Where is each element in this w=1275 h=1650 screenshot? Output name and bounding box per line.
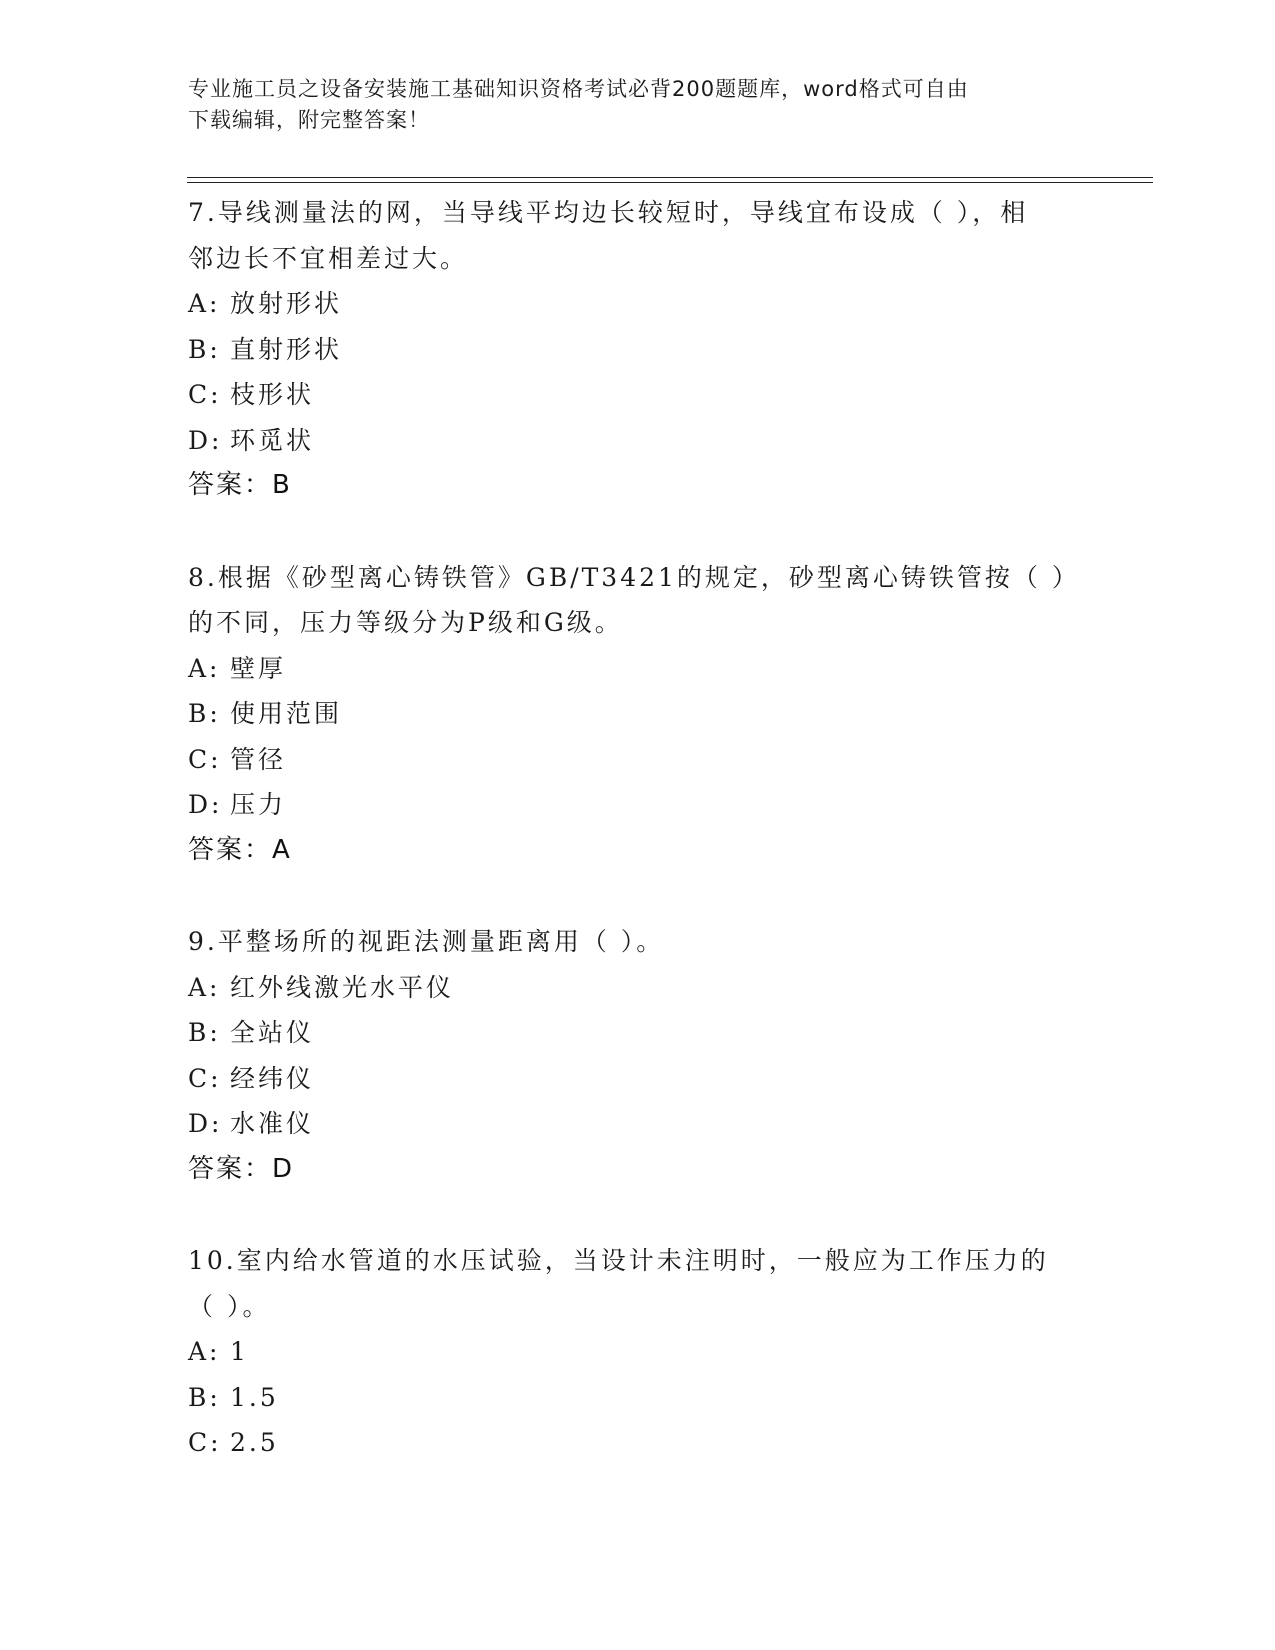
option-text: 红外线激光水平仪 xyxy=(230,972,455,1002)
question-stem xyxy=(188,919,1088,965)
option-letter: B: xyxy=(188,699,221,728)
option-letter: C: xyxy=(188,744,222,774)
question-stem xyxy=(188,555,1088,646)
option-d xyxy=(188,1101,1088,1147)
stem-line: 邻边长不宜相差过大。 xyxy=(188,243,469,273)
question-9 xyxy=(188,919,1088,1192)
option-d xyxy=(188,418,1088,464)
stem-line: 的不同，压力等级分为P级和G级。 xyxy=(188,608,623,637)
option-text: 全站仪 xyxy=(230,1018,315,1047)
option-letter: B: xyxy=(188,334,221,364)
stem-line: 9.平整场所的视距法测量距离用（ ）。 xyxy=(188,927,665,956)
option-c xyxy=(188,1420,1088,1466)
option-a xyxy=(188,646,1088,692)
stem-line: 10.室内给水管道的水压试验，当设计未注明时，一般应为工作压力的 xyxy=(188,1246,1049,1275)
stem-line: 7.导线测量法的网，当导线平均边长较短时，导线宜布设成（ ），相 xyxy=(188,198,1029,227)
option-a xyxy=(188,965,1088,1011)
header-line-1: 专业施工员之设备安装施工基础知识资格考试必背200题题库，word格式可自由 xyxy=(188,77,969,101)
header-line-2: 下载编辑，附完整答案！ xyxy=(188,108,430,132)
option-text: 使用范围 xyxy=(230,699,343,728)
answer-line: 答案：B xyxy=(188,470,292,500)
option-letter: D: xyxy=(188,790,223,819)
option-c xyxy=(188,1056,1088,1102)
option-text: 经纬仪 xyxy=(230,1063,315,1093)
option-b xyxy=(188,1010,1088,1056)
option-c xyxy=(188,737,1088,783)
answer-line: 答案：D xyxy=(188,1153,295,1184)
option-text: 1.5 xyxy=(230,1382,279,1412)
answer-line: 答案：A xyxy=(188,834,292,865)
option-b xyxy=(188,327,1088,373)
option-text: 2.5 xyxy=(230,1428,279,1457)
option-text: 壁厚 xyxy=(230,653,287,683)
question-8 xyxy=(188,555,1088,874)
option-letter: A: xyxy=(188,1337,221,1366)
option-letter: C: xyxy=(188,380,222,409)
option-b xyxy=(188,691,1088,737)
option-d xyxy=(188,782,1088,828)
header-divider-bottom xyxy=(187,182,1153,183)
document-header xyxy=(188,74,1088,136)
option-text: 放射形状 xyxy=(230,289,343,318)
header-divider-top xyxy=(187,177,1153,178)
question-10 xyxy=(188,1238,1088,1466)
option-a xyxy=(188,1329,1088,1375)
option-letter: D: xyxy=(188,1109,223,1138)
question-stem xyxy=(188,190,1088,281)
option-text: 管径 xyxy=(230,744,287,774)
option-letter: C: xyxy=(188,1063,222,1093)
option-b xyxy=(188,1375,1088,1421)
option-letter: B: xyxy=(188,1382,221,1412)
option-letter: A: xyxy=(188,972,221,1002)
question-list xyxy=(188,190,1088,1466)
stem-line: （ ）。 xyxy=(188,1291,271,1321)
question-7 xyxy=(188,190,1088,509)
option-letter: C: xyxy=(188,1428,222,1457)
option-text: 枝形状 xyxy=(230,380,315,409)
option-letter: B: xyxy=(188,1018,221,1047)
option-letter: D: xyxy=(188,425,223,455)
option-text: 水准仪 xyxy=(230,1109,315,1138)
option-text: 直射形状 xyxy=(230,334,343,364)
option-a xyxy=(188,281,1088,327)
option-text: 1 xyxy=(230,1337,249,1366)
option-text: 压力 xyxy=(230,790,287,819)
option-c xyxy=(188,372,1088,418)
option-letter: A: xyxy=(188,653,221,683)
option-letter: A: xyxy=(188,289,221,318)
stem-line: 8.根据《砂型离心铸铁管》GB/T3421的规定，砂型离心铸铁管按（ ） xyxy=(188,562,1080,592)
question-stem xyxy=(188,1238,1088,1329)
option-text: 环觅状 xyxy=(230,425,315,455)
